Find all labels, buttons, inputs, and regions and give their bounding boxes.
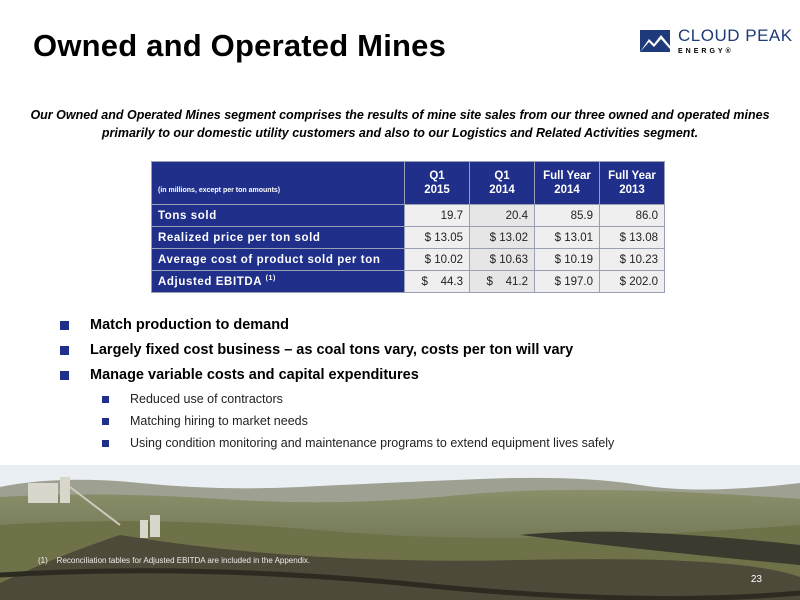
- bullet-square-icon: [60, 346, 69, 355]
- table-cell: 19.7: [405, 205, 470, 227]
- financial-table: [151, 161, 665, 293]
- table-row: [152, 227, 665, 249]
- table-cell: $ 10.19: [535, 249, 600, 271]
- table-cell: $ 13.08: [600, 227, 665, 249]
- table-cell: 85.9: [535, 205, 600, 227]
- table-cell: $ 10.02: [405, 249, 470, 271]
- table-cell: $ 10.63: [470, 249, 535, 271]
- table-cell: $ 202.0: [600, 271, 665, 293]
- table-cell: $ 13.01: [535, 227, 600, 249]
- table-cell: $ 197.0: [535, 271, 600, 293]
- logo-name: CLOUD PEAK: [678, 26, 793, 45]
- bullet-square-icon: [102, 418, 109, 425]
- table-cell: $ 41.2: [470, 271, 535, 293]
- page-number: 23: [750, 574, 762, 585]
- table-cell: $ 13.05: [405, 227, 470, 249]
- page-title: Owned and Operated Mines: [33, 28, 447, 63]
- column-header: Full Year 2013: [600, 162, 665, 205]
- table-cell: 20.4: [470, 205, 535, 227]
- table-cell: $ 10.23: [600, 249, 665, 271]
- table-header-row: [152, 162, 665, 205]
- table-row: [152, 271, 665, 293]
- logo-subtitle: ENERGY®: [678, 48, 734, 55]
- intro-paragraph: Our Owned and Operated Mines segment comprises the results of mine site sales from our three owned and operated mines primarily to our domestic utility customers and also to our Logistics and Related Activities segment.: [30, 108, 770, 140]
- bullet-square-icon: [60, 321, 69, 330]
- bullet-square-icon: [102, 396, 109, 403]
- column-header: Full Year 2014: [535, 162, 600, 205]
- mine-landscape-photo: [0, 465, 800, 600]
- row-label: Realized price per ton sold: [152, 227, 405, 249]
- bullet-square-icon: [102, 440, 109, 447]
- unit-note: (in millions, except per ton amounts): [152, 162, 405, 205]
- row-label: Average cost of product sold per ton: [152, 249, 405, 271]
- row-label: Tons sold: [152, 205, 405, 227]
- bullet-square-icon: [60, 371, 69, 380]
- table-cell: 86.0: [600, 205, 665, 227]
- row-label: Adjusted EBITDA $^{(1)}$: [152, 271, 405, 293]
- column-header: Q1 2015: [405, 162, 470, 205]
- footnote: (1) Reconciliation tables for Adjusted EBITDA are included in the Appendix.: [38, 556, 311, 565]
- footnote-marker: (1): [265, 275, 276, 283]
- table-row: [152, 249, 665, 271]
- column-header: Q1 2014: [470, 162, 535, 205]
- company-logo: [640, 26, 793, 62]
- mountain-logo-icon: [640, 30, 670, 52]
- table-cell: $ 13.02: [470, 227, 535, 249]
- table-cell: $ 44.3: [405, 271, 470, 293]
- table-row: [152, 205, 665, 227]
